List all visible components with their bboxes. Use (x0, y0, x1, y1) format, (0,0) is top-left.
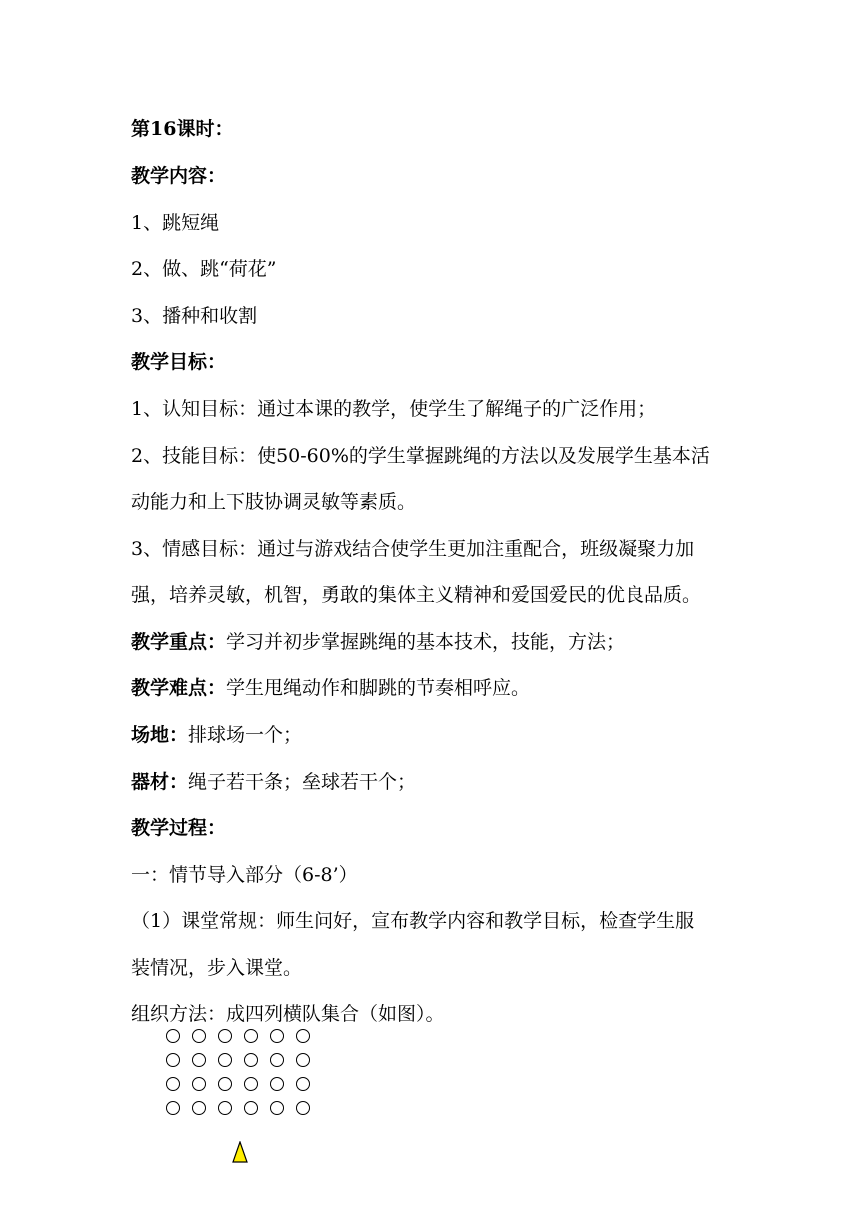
objectives-heading: 教学目标： (131, 351, 227, 373)
equipment-label: 器材： (131, 771, 189, 793)
circle-icon (218, 1029, 232, 1043)
circle-icon (270, 1077, 284, 1091)
formation-diagram (165, 1024, 325, 1120)
venue-text: 排球场一个； (188, 724, 303, 746)
venue-label: 场地： (131, 724, 189, 746)
circle-icon (244, 1101, 258, 1115)
difficulty (131, 676, 741, 700)
objective-line-4: 3、情感目标：通过与游戏结合使学生更加注重配合，班级凝聚力加 (131, 538, 695, 560)
circle-icon (244, 1029, 258, 1043)
process-line-4: 组织方法：成四列横队集合（如图）。 (131, 1003, 445, 1025)
objective-line-1: 1、认知目标：通过本课的教学，使学生了解绳子的广泛作用； (131, 398, 657, 420)
circle-icon (218, 1053, 232, 1067)
circle-icon (270, 1053, 284, 1067)
formation-row (165, 1048, 325, 1072)
content-item-2: 2、做、跳“荷花” (131, 258, 277, 280)
circle-icon (192, 1053, 206, 1067)
key-point (131, 630, 741, 654)
formation-row (165, 1024, 325, 1048)
circle-icon (192, 1077, 206, 1091)
key-point-text: 学习并初步掌握跳绳的基本技术，技能，方法； (226, 631, 626, 653)
venue (131, 723, 741, 747)
objective-line-2: 2、技能目标：使50-60%的学生掌握跳绳的方法以及发展学生基本活 (131, 445, 710, 467)
process-line-3: 装情况，步入课堂。 (131, 957, 303, 979)
formation-row (165, 1072, 325, 1096)
circle-icon (244, 1053, 258, 1067)
circle-icon (270, 1101, 284, 1115)
circle-icon (192, 1029, 206, 1043)
circle-icon (296, 1077, 310, 1091)
equipment-text: 绳子若干条；垒球若干个； (188, 771, 417, 793)
objective-line-5: 强，培养灵敏，机智，勇敢的集体主义精神和爱国爱民的优良品质。 (131, 584, 702, 606)
circle-icon (166, 1053, 180, 1067)
difficulty-label: 教学难点： (131, 677, 227, 699)
triangle-icon (232, 1141, 248, 1163)
circle-icon (166, 1101, 180, 1115)
circle-icon (166, 1077, 180, 1091)
circle-icon (192, 1101, 206, 1115)
content-item-1: 1、跳短绳 (131, 212, 220, 234)
circle-icon (218, 1101, 232, 1115)
process-heading: 教学过程： (131, 817, 227, 839)
difficulty-text: 学生甩绳动作和脚跳的节奏相呼应。 (226, 677, 531, 699)
content-heading: 教学内容： (131, 165, 227, 187)
circle-icon (218, 1077, 232, 1091)
lesson-title: 第16课时： (131, 118, 234, 140)
formation-row (165, 1096, 325, 1120)
process-line-2: （1）课堂常规：师生问好，宣布教学内容和教学目标，检查学生服 (131, 910, 695, 932)
equipment (131, 770, 741, 794)
circle-icon (244, 1077, 258, 1091)
content-item-3: 3、播种和收割 (131, 305, 258, 327)
process-line-1: 一：情节导入部分（6-8’） (131, 864, 358, 886)
circle-icon (296, 1029, 310, 1043)
circle-icon (296, 1101, 310, 1115)
key-point-label: 教学重点： (131, 631, 227, 653)
circle-icon (296, 1053, 310, 1067)
circle-icon (270, 1029, 284, 1043)
objective-line-3: 动能力和上下肢协调灵敏等素质。 (131, 491, 417, 513)
circle-icon (166, 1029, 180, 1043)
